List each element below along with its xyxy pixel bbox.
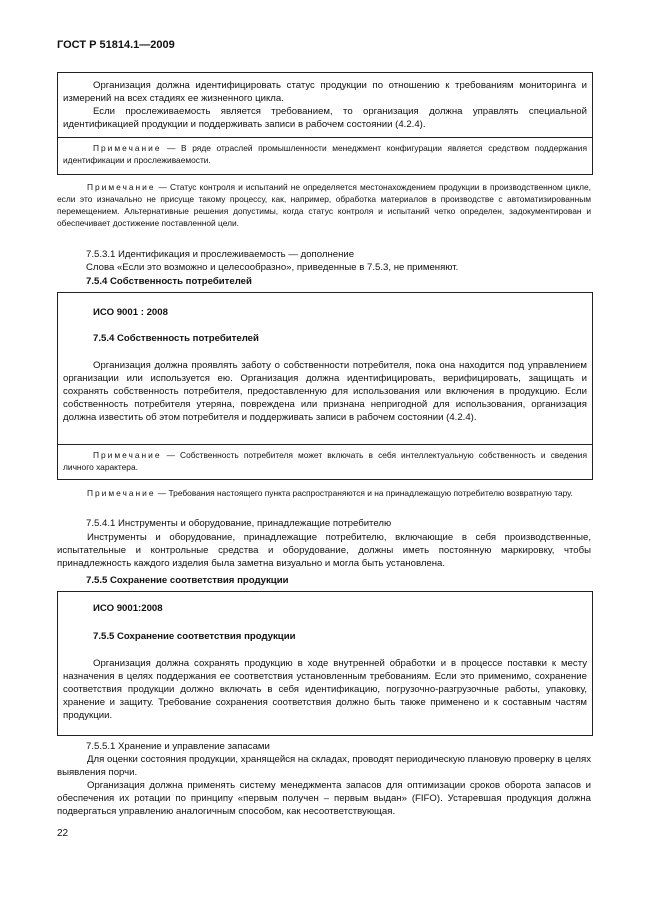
note2-text: — Требования настоящего пункта распространяются и на принадлежащую потребителю возвратную тару. bbox=[155, 488, 573, 498]
section-7-5-3-1-text: Слова «Если это возможно и целесообразно», приведенные в 7.5.3, не применяют. bbox=[86, 262, 459, 273]
iso-quote-box-traceability bbox=[57, 72, 593, 175]
section-7-5-4-1-title: 7.5.4.1 Инструменты и оборудование, принадлежащие потребителю bbox=[86, 518, 392, 529]
section-7-5-5-1-paragraph-1: Для оценки состояния продукции, хранящейся на складах, проводят периодическую плановую проверку в целях выявления порчи. bbox=[57, 754, 591, 778]
box1-paragraph-1: Организация должна идентифицировать статус продукции по отношению к требованиям мониторинга и измерений на всех стадиях ее жизненного цикла. bbox=[63, 80, 587, 104]
box2-standard-ref: ИСО 9001 : 2008 bbox=[93, 307, 168, 318]
iso-quote-box-customer-property bbox=[57, 292, 593, 480]
box2-note-text: — Собственность потребителя может включать в себя интеллектуальную собственность и сведения личного характера. bbox=[63, 450, 587, 472]
box1-note-text: — В ряде отраслей промышленности менеджмент конфигурации является средством поддержания идентификации и прослеживаемости. bbox=[63, 143, 587, 165]
note1-text: — Статус контроля и испытаний не определяется местонахождением продукции в производственном цикле, если это изначально не присуще такому процессу, как, например, обработка материалов в производстве с автоматизированным перемещением. Альтернативные решения допустимы, когда статус контроля и испытаний четко определен, задокументирован и обеспечивает достижение поставленной цели. bbox=[57, 182, 591, 228]
box3-paragraph-1: Организация должна сохранять продукцию в ходе внутренней обработки и в процессе поставки к месту назначения в целях поддержания ее соответствия установленным требованиям. Если это применимо, сохранение соответствия продукции должно включать в себя идентификацию, погрузочно-разгрузочные работы, упаковку, хранение и защиту. Требование сохранения соответствия должно быть также применено и к составным частям продукции. bbox=[63, 658, 587, 721]
box1-note-label: Примечание bbox=[93, 143, 162, 153]
section-7-5-4-1-text: Инструменты и оборудование, принадлежащие потребителю, включающие в себя производственные, испытательные и контрольные средства и оборудование, должны иметь постоянную маркировку, чтобы принадлежность каждого изделия была заметна визуально и могла быть установлена. bbox=[57, 532, 591, 569]
page-number: 22 bbox=[57, 828, 69, 839]
box1-divider bbox=[58, 137, 592, 138]
box1-note bbox=[63, 143, 587, 166]
note-inspection-status bbox=[57, 182, 591, 230]
note1-label: Примечание bbox=[87, 182, 156, 192]
box2-note-label: Примечание bbox=[93, 450, 162, 460]
box2-heading: 7.5.4 Собственность потребителей bbox=[93, 333, 259, 344]
section-7-5-3-1-title: 7.5.3.1 Идентификация и прослеживаемость — дополнение bbox=[86, 249, 355, 260]
box3-standard-ref: ИСО 9001:2008 bbox=[93, 603, 163, 614]
box2-paragraph-1: Организация должна проявлять заботу о собственности потребителя, пока она находится под управлением организации или используется ею. Организация должна идентифицировать, верифицировать, защищать и сохранять собственность потребителя, предоставленную для использования или включения в продукцию. Если собственность потребителя утеряна, повреждена или признана непригодной для использования, организация должна известить об этом потребителя и поддерживать записи в рабочем состоянии (4.2.4). bbox=[63, 360, 587, 423]
box3-heading: 7.5.5 Сохранение соответствия продукции bbox=[93, 631, 296, 642]
section-7-5-5-title: 7.5.5 Сохранение соответствия продукции bbox=[86, 575, 289, 586]
document-header: ГОСТ Р 51814.1—2009 bbox=[57, 39, 175, 51]
box2-divider bbox=[58, 444, 592, 445]
note-returnable-packaging bbox=[57, 488, 591, 500]
iso-quote-box-preservation bbox=[57, 591, 593, 736]
section-7-5-5-1-paragraph-2: Организация должна применять систему менеджмента запасов для оптимизации сроков оборота запасов и обеспечения их ротации по принципу «первым получен – первым выдан» (FIFO). Устаревшая продукция должна подвергаться управлению аналогичным способом, как несоответствующая. bbox=[57, 780, 591, 817]
section-7-5-4-title: 7.5.4 Собственность потребителей bbox=[86, 276, 252, 287]
box1-paragraph-2: Если прослеживаемость является требованием, то организация должна управлять специальной идентификацией продукции и поддерживать записи в рабочем состоянии (4.2.4). bbox=[63, 106, 587, 130]
section-7-5-5-1-title: 7.5.5.1 Хранение и управление запасами bbox=[86, 741, 270, 752]
box2-note bbox=[63, 450, 587, 473]
note2-label: Примечание bbox=[87, 488, 156, 498]
